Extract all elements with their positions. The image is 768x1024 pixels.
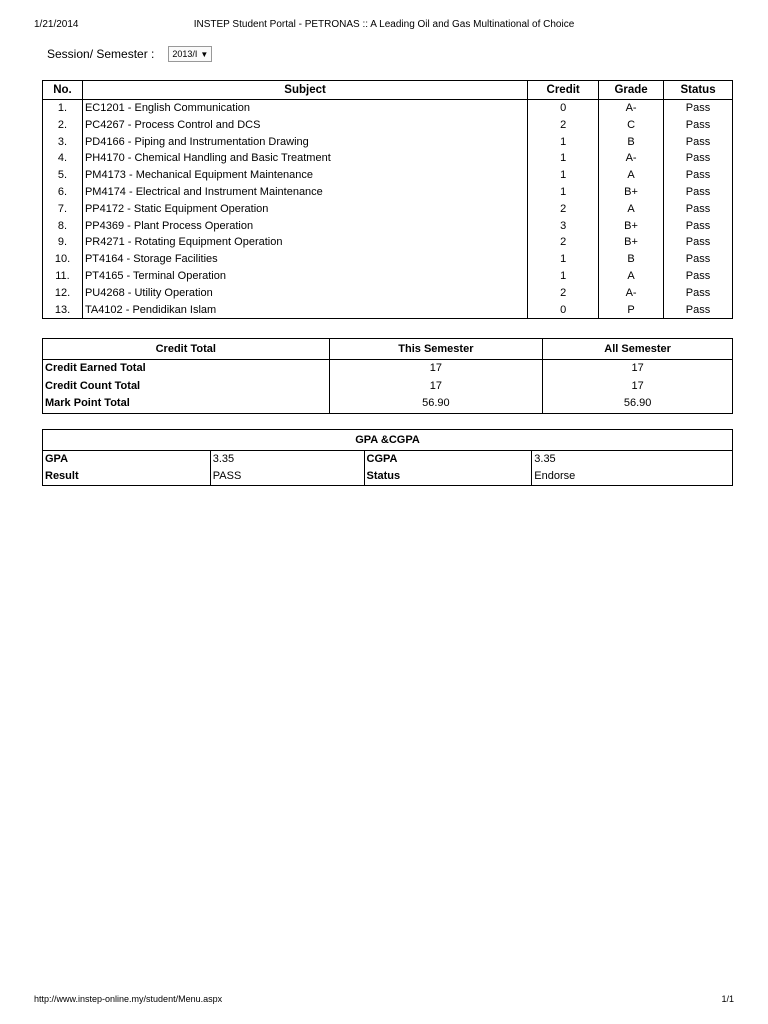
- table-row: [43, 395, 733, 413]
- col-header-credit: Credit: [528, 81, 599, 100]
- row-credit: 1: [528, 134, 599, 151]
- row-grade: A: [599, 268, 664, 285]
- row-subject: PU4268 - Utility Operation: [82, 285, 527, 302]
- table-row: [43, 201, 733, 218]
- table-row: [43, 302, 733, 319]
- gpa-title: GPA &CGPA: [43, 430, 733, 451]
- row-credit: 2: [528, 285, 599, 302]
- session-selector-row: [47, 46, 212, 62]
- col-header-credit-total: Credit Total: [43, 339, 330, 360]
- row-no: 11.: [43, 268, 83, 285]
- table-row: [43, 360, 733, 378]
- row-no: 10.: [43, 251, 83, 268]
- row-subject: PC4267 - Process Control and DCS: [82, 117, 527, 134]
- table-row: [43, 100, 733, 117]
- row-grade: B: [599, 134, 664, 151]
- row-credit: 3: [528, 218, 599, 235]
- row-grade: A-: [599, 150, 664, 167]
- status-label: Status: [364, 468, 532, 486]
- col-header-no: No.: [43, 81, 83, 100]
- cgpa-value: 3.35: [532, 451, 733, 469]
- row-no: 12.: [43, 285, 83, 302]
- row-subject: PH4170 - Chemical Handling and Basic Treatment: [82, 150, 527, 167]
- row-grade: C: [599, 117, 664, 134]
- row-grade: B+: [599, 234, 664, 251]
- all-semester-value: 17: [543, 360, 733, 378]
- row-status: Pass: [664, 167, 733, 184]
- row-credit: 2: [528, 117, 599, 134]
- all-semester-value: 56.90: [543, 395, 733, 413]
- session-select-value: 2013/I: [172, 49, 198, 59]
- col-header-grade: Grade: [599, 81, 664, 100]
- row-grade: A-: [599, 285, 664, 302]
- row-credit: 1: [528, 150, 599, 167]
- row-subject: PP4172 - Static Equipment Operation: [82, 201, 527, 218]
- row-credit: 0: [528, 302, 599, 319]
- table-row: [43, 150, 733, 167]
- page-title: INSTEP Student Portal - PETRONAS :: A Leading Oil and Gas Multinational of Choice: [193, 19, 575, 30]
- table-row: [43, 234, 733, 251]
- gpa-header-row: [43, 430, 733, 451]
- table-row: [43, 285, 733, 302]
- subjects-header-row: [43, 81, 733, 100]
- row-status: Pass: [664, 134, 733, 151]
- row-status: Pass: [664, 285, 733, 302]
- row-no: 6.: [43, 184, 83, 201]
- row-status: Pass: [664, 302, 733, 319]
- row-no: 5.: [43, 167, 83, 184]
- row-grade: A: [599, 167, 664, 184]
- row-subject: PP4369 - Plant Process Operation: [82, 218, 527, 235]
- row-status: Pass: [664, 117, 733, 134]
- row-status: Pass: [664, 201, 733, 218]
- row-subject: PT4165 - Terminal Operation: [82, 268, 527, 285]
- table-row: [43, 184, 733, 201]
- result-row: [43, 468, 733, 486]
- row-no: 7.: [43, 201, 83, 218]
- chevron-down-icon: ▼: [200, 49, 209, 59]
- row-credit: 2: [528, 234, 599, 251]
- print-date: 1/21/2014: [34, 19, 79, 30]
- row-subject: PR4271 - Rotating Equipment Operation: [82, 234, 527, 251]
- table-row: [43, 134, 733, 151]
- credit-header-row: [43, 339, 733, 360]
- row-subject: TA4102 - Pendidikan Islam: [82, 302, 527, 319]
- row-credit: 1: [528, 251, 599, 268]
- row-status: Pass: [664, 234, 733, 251]
- row-no: 9.: [43, 234, 83, 251]
- result-label: Result: [43, 468, 211, 486]
- row-no: 8.: [43, 218, 83, 235]
- row-subject: PM4173 - Mechanical Equipment Maintenance: [82, 167, 527, 184]
- row-subject: PT4164 - Storage Facilities: [82, 251, 527, 268]
- row-no: 1.: [43, 100, 83, 117]
- table-row: [43, 268, 733, 285]
- col-header-all-semester: All Semester: [543, 339, 733, 360]
- credit-row-label: Credit Count Total: [43, 378, 330, 396]
- row-subject: PD4166 - Piping and Instrumentation Drawing: [82, 134, 527, 151]
- row-credit: 2: [528, 201, 599, 218]
- row-grade: P: [599, 302, 664, 319]
- gpa-cgpa-table: [42, 429, 733, 486]
- subjects-table: [42, 80, 733, 319]
- row-status: Pass: [664, 184, 733, 201]
- row-grade: A: [599, 201, 664, 218]
- session-label: Session/ Semester :: [47, 47, 155, 61]
- page-url: http://www.instep-online.my/student/Menu.aspx: [34, 994, 223, 1004]
- row-grade: B+: [599, 218, 664, 235]
- col-header-this-semester: This Semester: [329, 339, 543, 360]
- this-semester-value: 56.90: [329, 395, 543, 413]
- row-grade: B+: [599, 184, 664, 201]
- gpa-row: [43, 451, 733, 469]
- row-status: Pass: [664, 251, 733, 268]
- table-row: [43, 167, 733, 184]
- row-no: 2.: [43, 117, 83, 134]
- col-header-status: Status: [664, 81, 733, 100]
- row-credit: 1: [528, 184, 599, 201]
- table-row: [43, 117, 733, 134]
- row-credit: 1: [528, 268, 599, 285]
- credit-row-label: Credit Earned Total: [43, 360, 330, 378]
- gpa-value: 3.35: [210, 451, 364, 469]
- gpa-label: GPA: [43, 451, 211, 469]
- row-no: 3.: [43, 134, 83, 151]
- page-number: 1/1: [721, 994, 734, 1004]
- row-credit: 0: [528, 100, 599, 117]
- row-subject: EC1201 - English Communication: [82, 100, 527, 117]
- status-value: Endorse: [532, 468, 733, 486]
- table-row: [43, 218, 733, 235]
- row-credit: 1: [528, 167, 599, 184]
- result-value: PASS: [210, 468, 364, 486]
- all-semester-value: 17: [543, 378, 733, 396]
- col-header-subject: Subject: [82, 81, 527, 100]
- credit-total-table: [42, 338, 733, 414]
- row-grade: B: [599, 251, 664, 268]
- this-semester-value: 17: [329, 360, 543, 378]
- row-status: Pass: [664, 100, 733, 117]
- cgpa-label: CGPA: [364, 451, 532, 469]
- row-status: Pass: [664, 218, 733, 235]
- session-select[interactable]: [168, 46, 212, 62]
- row-no: 13.: [43, 302, 83, 319]
- this-semester-value: 17: [329, 378, 543, 396]
- table-row: [43, 378, 733, 396]
- row-subject: PM4174 - Electrical and Instrument Maintenance: [82, 184, 527, 201]
- credit-row-label: Mark Point Total: [43, 395, 330, 413]
- row-status: Pass: [664, 268, 733, 285]
- table-row: [43, 251, 733, 268]
- row-no: 4.: [43, 150, 83, 167]
- row-status: Pass: [664, 150, 733, 167]
- row-grade: A-: [599, 100, 664, 117]
